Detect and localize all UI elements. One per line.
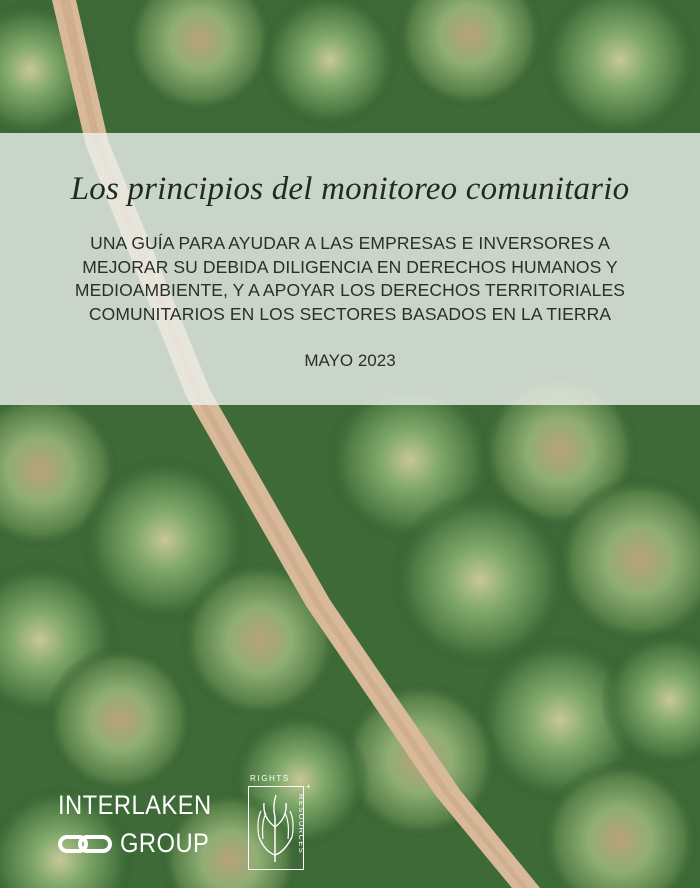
rri-logo-side-text: RESOURCES [297, 794, 306, 855]
publication-date: MAYO 2023 [304, 351, 396, 370]
subtitle-line: COMUNITARIOS EN LOS SECTORES BASADOS EN LA TIERRA [88, 303, 612, 324]
interlaken-logo-line1: INTERLAKEN [58, 790, 212, 820]
subtitle-line: UNA GUÍA PARA AYUDAR A LAS EMPRESAS E INVERSORES A [90, 233, 610, 253]
rri-logo-frame [248, 786, 304, 870]
title-band [0, 133, 700, 405]
rri-logo-top-text: RIGHTS [250, 774, 290, 783]
subtitle-line: MEDIOAMBIENTE, Y A APOYAR LOS DERECHOS TERRITORIALES [74, 280, 626, 300]
interlaken-group-logo [58, 790, 228, 870]
report-subtitle [40, 232, 660, 326]
subtitle-line: MEJORAR SU DEBIDA DILIGENCIA EN DERECHOS HUMANOS Y [82, 256, 618, 277]
report-title: Los principios del monitoreo comunitario [70, 171, 630, 207]
interlaken-logo-line2: GROUP [120, 828, 210, 858]
rights-resources-logo [240, 774, 322, 874]
chain-link-icon [58, 832, 116, 858]
hands-tree-icon [249, 787, 302, 868]
rri-logo-plus: + [306, 782, 311, 791]
